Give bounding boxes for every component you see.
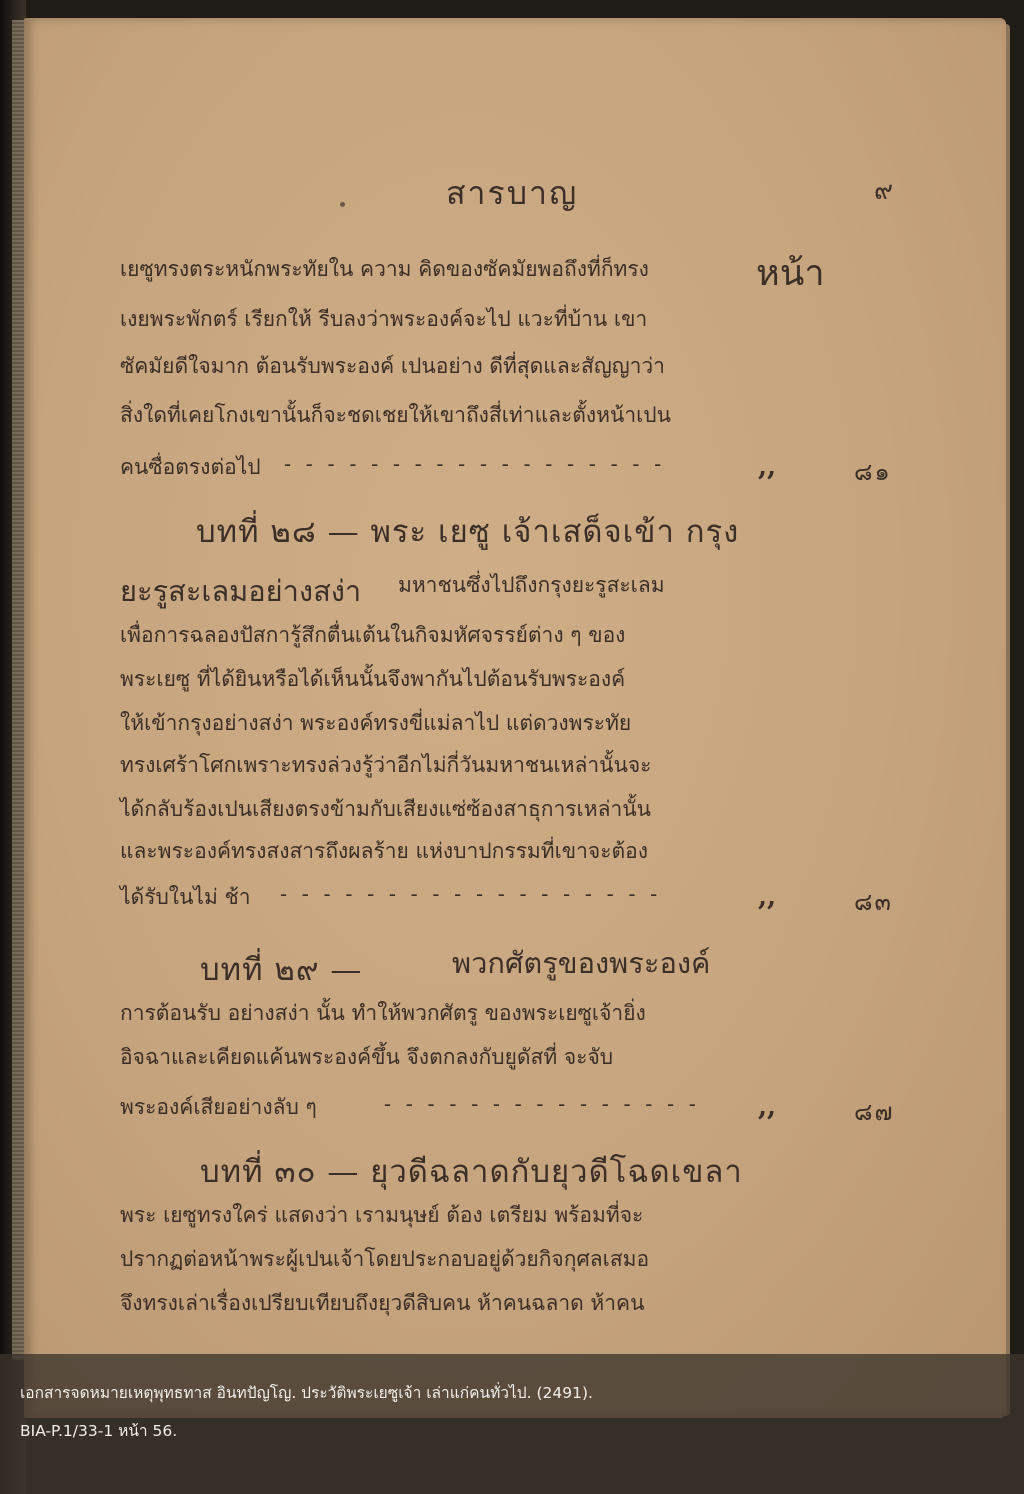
entry-page-number: ๘๑ — [854, 458, 892, 486]
ink-speck — [340, 202, 345, 207]
dot-leader: - - - - - - - - - - - - - - - - - - — [280, 882, 662, 906]
text-line: ให้เข้ากรุงอย่างสง่า พระองค์ทรงขี่แม่ลาไป แต่ดวงพระทัย — [120, 711, 632, 735]
caption-reference: BIA-P.1/33-1 หน้า 56. — [20, 1422, 178, 1440]
text-line: พระเยซู ที่ได้ยินหรือได้เห็นนั้นจึงพากันไปต้อนรับพระองค์ — [120, 667, 626, 691]
text-line: ปรากฏต่อหน้าพระผู้เปนเจ้าโดยประกอบอยู่ด้วยกิจกุศลเสมอ — [120, 1247, 650, 1271]
chapter-heading: บทที่ ๒๙ — — [200, 952, 363, 988]
text-line: ได้รับในไม่ ช้า — [120, 885, 251, 909]
text-line: พระ เยซูทรงใคร่ แสดงว่า เรามนุษย์ ต้อง เตรียม พร้อมที่จะ — [120, 1203, 644, 1227]
chapter-heading-title: พวกศัตรูของพระองค์ — [452, 946, 711, 980]
page-number: ๙ — [874, 176, 894, 206]
chapter-heading: บทที่ ๓๐ — ยุวดีฉลาดกับยุวดีโฉดเขลา — [200, 1154, 743, 1190]
entry-page-number: ๘๗ — [854, 1098, 895, 1126]
text-line: เงยพระพักตร์ เรียกให้ รีบลงว่าพระองค์จะไป แวะที่บ้าน เขา — [120, 307, 648, 331]
caption-citation: เอกสารจดหมายเหตุพุทธทาส อินทปัญโญ. ประวัติพระเยซูเจ้า เล่าแก่คนทั่วไป. (2491). — [20, 1384, 593, 1402]
dot-leader: - - - - - - - - - - - - - - - — [384, 1092, 700, 1116]
text-line: ทรงเศร้าโศกเพราะทรงล่วงรู้ว่าอีกไม่กี่วันมหาชนเหล่านั้นจะ — [120, 753, 652, 777]
text-line: เยซูทรงตระหนักพระทัยใน ความ คิดของซัคมัยพอถึงที่ก็ทรง — [120, 257, 649, 281]
text-line: จึงทรงเล่าเรื่องเปรียบเทียบถึงยุวดีสิบคน ห้าคนฉลาด ห้าคน — [120, 1291, 645, 1315]
ditto-mark: ,, — [758, 882, 777, 912]
ditto-mark: ,, — [758, 1092, 777, 1122]
text-line: สิ่งใดที่เคยโกงเขานั้นก็จะชดเชยให้เขาถึงสี่เท่าและตั้งหน้าเปน — [120, 403, 671, 427]
text-line: ได้กลับร้องเปนเสียงตรงข้ามกับเสียงแซ่ซ้องสาธุการเหล่านั้น — [120, 797, 651, 821]
text-line: มหาชนซึ่งไปถึงกรุงยะรูสะเลม — [398, 573, 665, 597]
text-line: เพื่อการฉลองปัสการู้สึกตื่นเต้นในกิจมหัศจรรย์ต่าง ๆ ของ — [120, 623, 626, 647]
text-line: และพระองค์ทรงสงสารถึงผลร้าย แห่งบาปกรรมที่เขาจะต้อง — [120, 839, 648, 863]
text-line: พระองค์เสียอย่างลับ ๆ — [120, 1095, 317, 1119]
page-title: สารบาญ — [446, 174, 579, 212]
ditto-mark: ,, — [758, 452, 777, 482]
text-line: ซัคมัยดีใจมาก ต้อนรับพระองค์ เปนอย่าง ดีที่สุดและสัญญาว่า — [120, 354, 665, 378]
chapter-heading-cont: ยะรูสะเลมอย่างสง่า — [120, 574, 362, 608]
text-line: คนซื่อตรงต่อไป — [120, 455, 261, 479]
text-line: อิจฉาและเคียดแค้นพระองค์ขึ้น จึงตกลงกับยูดัสที่ จะจับ — [120, 1045, 614, 1069]
dot-leader: - - - - - - - - - - - - - - - - - - — [284, 452, 666, 476]
text-line: การต้อนรับ อย่างสง่า นั้น ทำให้พวกศัตรู ของพระเยซูเจ้ายิ่ง — [120, 1001, 646, 1025]
entry-page-number: ๘๓ — [854, 888, 893, 916]
caption-bar — [0, 1354, 1024, 1494]
chapter-heading: บทที่ ๒๘ — พระ เยซู เจ้าเสด็จเข้า กรุง — [196, 514, 740, 550]
page-column-label: หน้า — [756, 253, 825, 294]
